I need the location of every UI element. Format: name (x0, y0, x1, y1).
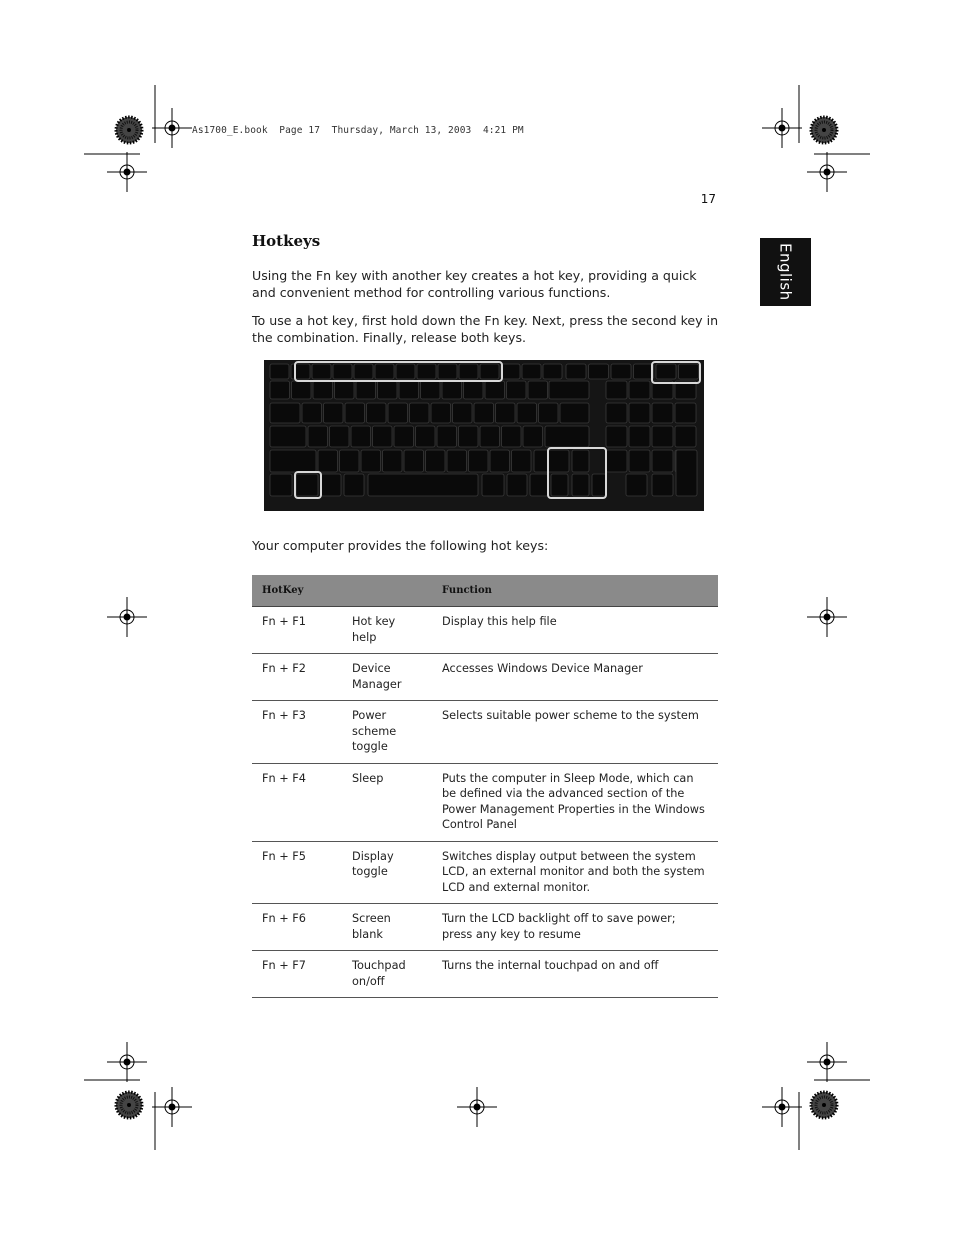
language-tab (760, 238, 811, 306)
table-header-row (252, 575, 718, 607)
keyboard-key (324, 403, 344, 423)
windows-key (321, 474, 341, 496)
keyboard-key (517, 403, 537, 423)
keypad-key (629, 403, 650, 423)
function-key (543, 364, 562, 379)
function-cell: Accesses Windows Device Manager (432, 654, 718, 701)
keypad-key (629, 381, 650, 399)
keypad-key (629, 426, 650, 447)
left-arrow-key (551, 474, 568, 496)
intro-paragraph-1: Using the Fn key with another key creates a hot key, providing a quick and convenient method for controlling various functions. (252, 268, 697, 300)
down-arrow-key (572, 474, 589, 496)
function-key (501, 364, 520, 379)
hotkey-name-cell: Sleep (342, 763, 432, 841)
hotkey-cell: Fn + F1 (252, 607, 342, 654)
keypad-key (675, 426, 696, 447)
header-function: Function (432, 575, 718, 607)
keyboard-key (474, 403, 494, 423)
function-key (480, 364, 499, 379)
intro-paragraph-2: To use a hot key, first hold down the Fn key. Next, press the second key in the combination. Finally, release both keys. (252, 313, 719, 345)
keyboard-key (490, 450, 510, 472)
keypad-key (606, 403, 627, 423)
keyboard-key (523, 426, 543, 447)
keyboard-key (404, 450, 424, 472)
hotkey-name-cell: Power scheme toggle (342, 701, 432, 764)
table-row (252, 607, 718, 654)
caps-lock-key (270, 426, 306, 447)
backspace-key (549, 381, 589, 399)
keyboard-key (485, 381, 505, 399)
shift-key (534, 450, 569, 472)
hotkey-cell: Fn + F3 (252, 701, 342, 764)
special-key (656, 364, 676, 379)
keypad-enter-key (676, 450, 697, 496)
shift-key (270, 450, 316, 472)
hotkey-name-cell: Touchpad on/off (342, 951, 432, 998)
keyboard-illustration (264, 360, 704, 511)
keyboard-key (388, 403, 408, 423)
function-key (354, 364, 373, 379)
page-title: Hotkeys (252, 232, 321, 250)
table-row (252, 763, 718, 841)
keyboard-key (356, 381, 376, 399)
keyboard-key (302, 403, 322, 423)
keyboard-key (437, 426, 457, 447)
keyboard-key (539, 403, 559, 423)
enter-key (545, 426, 589, 447)
hotkeys-table (252, 575, 718, 998)
function-cell: Selects suitable power scheme to the system (432, 701, 718, 764)
fn-key (296, 474, 318, 496)
keyboard-key (308, 426, 328, 447)
function-key (333, 364, 352, 379)
function-key (417, 364, 436, 379)
keyboard-key (351, 426, 371, 447)
alt-key (482, 474, 504, 496)
keyboard-key (469, 450, 489, 472)
keyboard-key (459, 426, 479, 447)
keyboard-key (383, 450, 403, 472)
up-arrow-key (572, 450, 589, 472)
function-key (270, 364, 289, 379)
function-key (396, 364, 415, 379)
keyboard-key (292, 381, 312, 399)
hotkey-name-cell: Display toggle (342, 841, 432, 904)
space-bar (368, 474, 478, 496)
function-key (291, 364, 310, 379)
page-number: 17 (700, 192, 716, 206)
special-key (634, 364, 654, 379)
function-cell: Display this help file (432, 607, 718, 654)
alt-key (344, 474, 364, 496)
keyboard-key (512, 450, 532, 472)
function-key (438, 364, 457, 379)
language-tab-label: English (776, 243, 795, 301)
special-key (679, 364, 699, 379)
keyboard-key (335, 381, 355, 399)
hotkey-name-cell: Device Manager (342, 654, 432, 701)
table-row (252, 904, 718, 951)
keyboard-key (313, 381, 333, 399)
keypad-key (606, 450, 627, 472)
hotkey-cell: Fn + F6 (252, 904, 342, 951)
keyboard-key (464, 381, 484, 399)
hotkey-name-cell: Screen blank (342, 904, 432, 951)
ctrl-key (270, 474, 292, 496)
tab-key (270, 403, 300, 423)
keyboard-key (394, 426, 414, 447)
keyboard-key (453, 403, 473, 423)
keyboard-key (373, 426, 393, 447)
hotkey-name-cell: Hot key help (342, 607, 432, 654)
keyboard-key (330, 426, 350, 447)
keyboard-key (361, 450, 381, 472)
keypad-key (626, 474, 647, 496)
keyboard-key (480, 426, 500, 447)
special-key (611, 364, 631, 379)
keyboard-key (426, 450, 446, 472)
table-row (252, 841, 718, 904)
keyboard-key (502, 426, 522, 447)
keypad-key (606, 426, 627, 447)
keyboard-key (318, 450, 338, 472)
menu-key (507, 474, 527, 496)
table-intro: Your computer provides the following hot keys: (252, 538, 549, 553)
keypad-key (629, 450, 650, 472)
function-key (459, 364, 478, 379)
ctrl-key (530, 474, 548, 496)
keyboard-key (378, 381, 398, 399)
keyboard-key (345, 403, 365, 423)
function-cell: Turn the LCD backlight off to save power; press any key to resume (432, 904, 718, 951)
keyboard-key (367, 403, 387, 423)
header-name (342, 575, 432, 607)
keyboard-key (431, 403, 451, 423)
print-header: As1700_E.book Page 17 Thursday, March 13, 2003 4:21 PM (192, 125, 524, 136)
keyboard-key (528, 381, 548, 399)
keypad-key (652, 474, 673, 496)
table-row (252, 951, 718, 998)
keypad-key (652, 426, 673, 447)
keypad-key (606, 381, 627, 399)
keyboard-key (270, 381, 290, 399)
hotkey-cell: Fn + F4 (252, 763, 342, 841)
special-key (566, 364, 586, 379)
keyboard-key (399, 381, 419, 399)
table-row (252, 654, 718, 701)
table-row (252, 701, 718, 764)
function-key (312, 364, 331, 379)
function-cell: Puts the computer in Sleep Mode, which can be defined via the advanced section of the Power Management Properties in the Windows Control Panel (432, 763, 718, 841)
keyboard-key (421, 381, 441, 399)
hotkey-cell: Fn + F5 (252, 841, 342, 904)
hotkey-cell: Fn + F2 (252, 654, 342, 701)
keyboard-drawing (264, 360, 704, 511)
hotkey-cell: Fn + F7 (252, 951, 342, 998)
keyboard-key (416, 426, 436, 447)
header-hotkey: HotKey (252, 575, 342, 607)
function-cell: Switches display output between the system LCD, an external monitor and both the system LCD and external monitor. (432, 841, 718, 904)
keyboard-key (447, 450, 467, 472)
special-key (589, 364, 609, 379)
right-arrow-key (592, 474, 606, 496)
keypad-key (675, 403, 696, 423)
keypad-key (652, 403, 673, 423)
keyboard-key (496, 403, 516, 423)
function-key (375, 364, 394, 379)
keyboard-key (507, 381, 527, 399)
keypad-key (652, 450, 673, 472)
keyboard-key (340, 450, 360, 472)
function-key (522, 364, 541, 379)
keyboard-key (410, 403, 430, 423)
function-cell: Turns the internal touchpad on and off (432, 951, 718, 998)
keyboard-key (442, 381, 462, 399)
keyboard-key (560, 403, 589, 423)
